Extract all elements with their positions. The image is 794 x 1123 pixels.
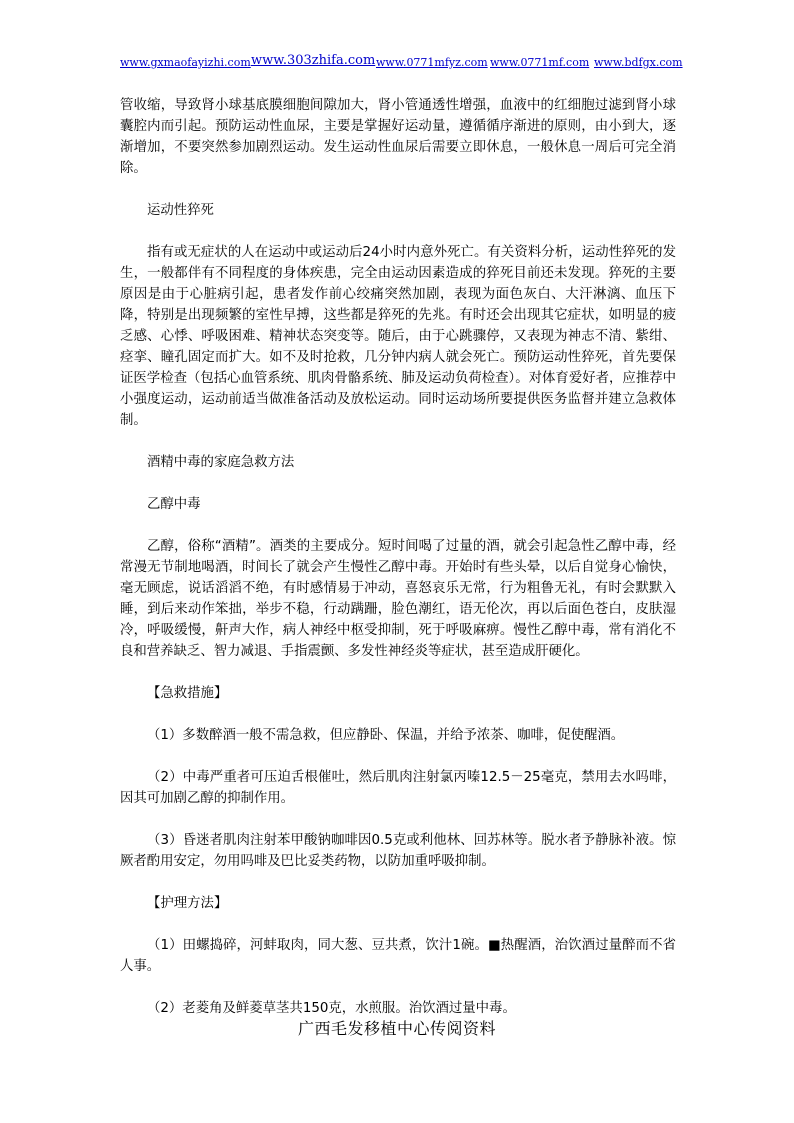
header-link-303zhifa[interactable]: www.303zhifa.com	[251, 53, 376, 68]
footer-title: 广西毛发移植中心传阅资料	[297, 1019, 496, 1038]
section-heading-sudden-death: 运动性猝死	[147, 203, 214, 218]
header-link-0771mf[interactable]: www.0771mf.com	[490, 56, 590, 69]
document-body	[120, 95, 676, 1019]
section-heading-first-aid-measures: 【急救措施】	[147, 686, 228, 701]
paragraph-ethanol-poisoning: 乙醇，俗称“酒精”。酒类的主要成分。短时间喝了过量的酒，就会引起急性乙醇中毒，经常漫无节制地喝酒，时间长了就会产生慢性乙醇中毒。开始时有些头晕，以后自觉身心愉快，毫无顾虑，说话滔滔不绝，有时感情易于冲动，喜怒哀乐无常，行为粗鲁无礼，有时会默默入睡，到后来动作笨拙，举步不稳，行动蹒跚，脸色潮红，语无伦次，再以后面色苍白，皮肤湿冷，呼吸缓慢，鼾声大作，病人神经中枢受抑制，死于呼吸麻痹。慢性乙醇中毒，常有消化不良和营养缺乏、智力减退、手指震颤、多发性神经炎等症状，甚至造成肝硬化。	[120, 539, 676, 659]
section-heading-care-methods: 【护理方法】	[147, 896, 228, 911]
header-link-bdfgx[interactable]: www.bdfgx.com	[594, 56, 683, 69]
care-item-1: （1）田螺捣碎，河蚌取肉，同大葱、豆共煮，饮汁1碗。■热醒酒，治饮酒过量醉而不省人事。	[120, 938, 676, 974]
header-links	[0, 53, 794, 76]
paragraph-hematuria-end: 管收缩，导致肾小球基底膜细胞间隙加大，肾小管通透性增强，血液中的红细胞过滤到肾小球囊腔内而引起。预防运动性血尿，主要是掌握好运动量，遵循循序渐进的原则，由小到大，逐渐增加，不要突然参加剧烈运动。发生运动性血尿后需要立即休息，一般休息一周后可完全消除。	[120, 98, 676, 176]
section-heading-alcohol-first-aid: 酒精中毒的家庭急救方法	[147, 455, 295, 470]
section-heading-ethanol-poisoning: 乙醇中毒	[147, 497, 201, 512]
paragraph-sudden-death: 指有或无症状的人在运动中或运动后24小时内意外死亡。有关资料分析，运动性猝死的发生，一般都伴有不同程度的身体疾患，完全由运动因素造成的猝死目前还未发现。猝死的主要原因是由于心脏病引起，患者发作前心绞痛突然加剧，表现为面色灰白、大汗淋漓、血压下降，特别是出现频繁的室性早搏，这些都是猝死的先兆。有时还会出现其它症状，如明显的疲乏感、心悸、呼吸困难、精神状态突变等。随后，由于心跳骤停，又表现为神志不清、紫绀、痉挛、瞳孔固定而扩大。如不及时抢救，几分钟内病人就会死亡。预防运动性猝死，首先要保证医学检查（包括心血管系统、肌肉骨骼系统、肺及运动负荷检查）。对体育爱好者，应推荐中小强度运动，运动前适当做准备活动及放松运动。同时运动场所要提供医务监督并建立急救体制。	[120, 245, 676, 428]
first-aid-item-1: （1）多数醉酒一般不需急救，但应静卧、保温，并给予浓茶、咖啡，促使醒酒。	[147, 728, 625, 743]
header-link-gxmaofayizhi[interactable]: www.gxmaofayizhi.com	[120, 56, 251, 69]
first-aid-item-3: （3）昏迷者肌肉注射苯甲酸钠咖啡因0.5克或利他林、回苏林等。脱水者予静脉补液。惊厥者酌用安定，勿用吗啡及巴比妥类药物，以防加重呼吸抑制。	[120, 833, 676, 869]
care-item-2: （2）老菱角及鲜菱草茎共150克，水煎服。治饮酒过量中毒。	[147, 1001, 516, 1016]
header-link-0771mfyz[interactable]: www.0771mfyz.com	[376, 56, 488, 69]
first-aid-item-2: （2）中毒严重者可压迫舌根催吐，然后肌肉注射氯丙嗪12.5－25毫克，禁用去水吗啡，因其可加剧乙醇的抑制作用。	[120, 770, 676, 806]
